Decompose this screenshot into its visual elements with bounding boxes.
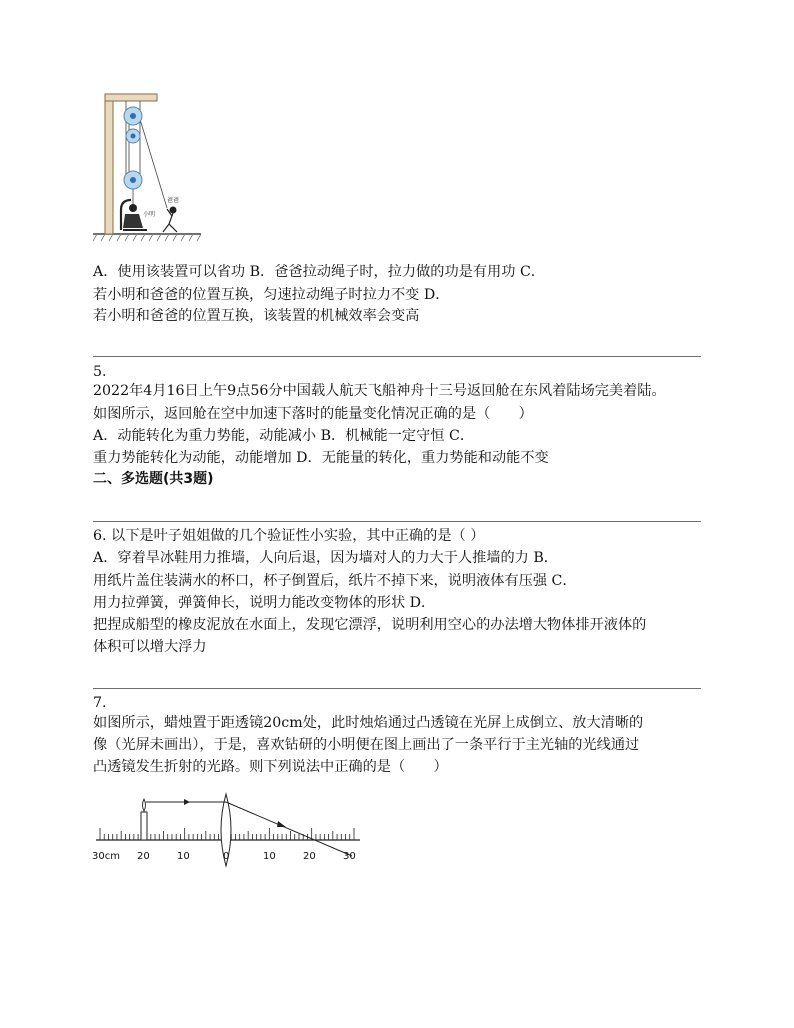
dad-figure	[163, 207, 177, 233]
refracted-ray	[226, 802, 352, 856]
section-title-multiple-choice: 二、多选题(共3题)	[93, 471, 214, 487]
q5-line-3: A．动能转化为重力势能，动能减小 B．机械能一定守恒 C．	[93, 428, 475, 444]
candle	[141, 799, 147, 840]
incident-ray-arrow	[184, 799, 190, 805]
label-dad: 爸爸	[167, 197, 180, 204]
q4-line-3: 若小明和爸爸的位置互换，该装置的机械效率会变高	[93, 308, 420, 324]
q6-line-1: 6. 以下是叶子姐姐做的几个验证性小实验，其中正确的是（ ）	[93, 528, 485, 544]
ruler-label-20-left: 20	[137, 851, 150, 862]
q4-line-2: 若小明和爸爸的位置互换，匀速拉动绳子时拉力不变 D．	[93, 287, 450, 303]
divider-q6	[93, 521, 701, 522]
q6-line-4: 用力拉弹簧，弹簧伸长，说明力能改变物体的形状 D．	[93, 595, 436, 611]
ruler-label-0: 0	[223, 851, 230, 862]
divider-q7	[93, 688, 701, 689]
wooden-beam	[105, 94, 157, 101]
q5-line-4: 重力势能转化为动能，动能增加 D．无能量的转化，重力势能和动能不变	[93, 450, 549, 466]
q6-line-5: 把捏成船型的橡皮泥放在水面上，发现它漂浮，说明利用空心的办法增大物体排开液体的	[93, 617, 647, 633]
ground-hatching	[93, 234, 201, 241]
q6-line-2: A．穿着旱冰鞋用力推墙，人向后退，因为墙对人的力大于人推墙的力 B．	[93, 550, 558, 566]
movable-pulley	[124, 171, 142, 189]
q7-line-2: 像（光屏未画出），于是，喜欢钻研的小明便在图上画出了一条平行于主光轴的光线通过	[93, 737, 640, 753]
q4-line-1: A．使用该装置可以省功 B．爸爸拉动绳子时，拉力做的功是有用功 C．	[93, 264, 545, 280]
lens-ruler-figure	[90, 790, 370, 868]
ruler-label-20-right: 20	[303, 851, 316, 862]
fixed-pulley-top	[124, 107, 142, 125]
q7-line-3: 凸透镜发生折射的光路。则下列说法中正确的是（ ）	[93, 759, 448, 775]
ruler-label-10-left: 10	[177, 851, 190, 862]
q5-line-2: 如图所示，返回舱在空中加速下落时的能量变化情况正确的是（ ）	[93, 406, 533, 422]
q7-number: 7.	[93, 695, 107, 711]
refracted-ray-arrow	[277, 821, 286, 827]
q5-number: 5.	[93, 364, 107, 380]
wooden-post	[105, 96, 113, 234]
ruler-label-10-right: 10	[263, 851, 276, 862]
q5-line-1: 2022年4月16日上午9点56分中国载人航天飞船神舟十三号返回舱在东风着陆场完美着陆。	[93, 383, 666, 399]
ruler-label-30cm: 30cm	[92, 851, 120, 862]
q6-line-3: 用纸片盖住装满水的杯口，杯子倒置后，纸片不掉下来，说明液体有压强 C．	[93, 573, 577, 589]
ruler-label-30-right: 30	[343, 851, 356, 862]
divider-q5	[93, 356, 701, 357]
label-xiaoming: 小明	[143, 211, 156, 218]
q6-line-6: 体积可以增大浮力	[93, 639, 207, 655]
q7-line-1: 如图所示，蜡烛置于距透镜20cm处，此时烛焰通过凸透镜在光屏上成倒立、放大清晰的	[93, 715, 644, 731]
pulley-figure	[93, 92, 205, 244]
fixed-pulley-lower	[126, 129, 140, 143]
